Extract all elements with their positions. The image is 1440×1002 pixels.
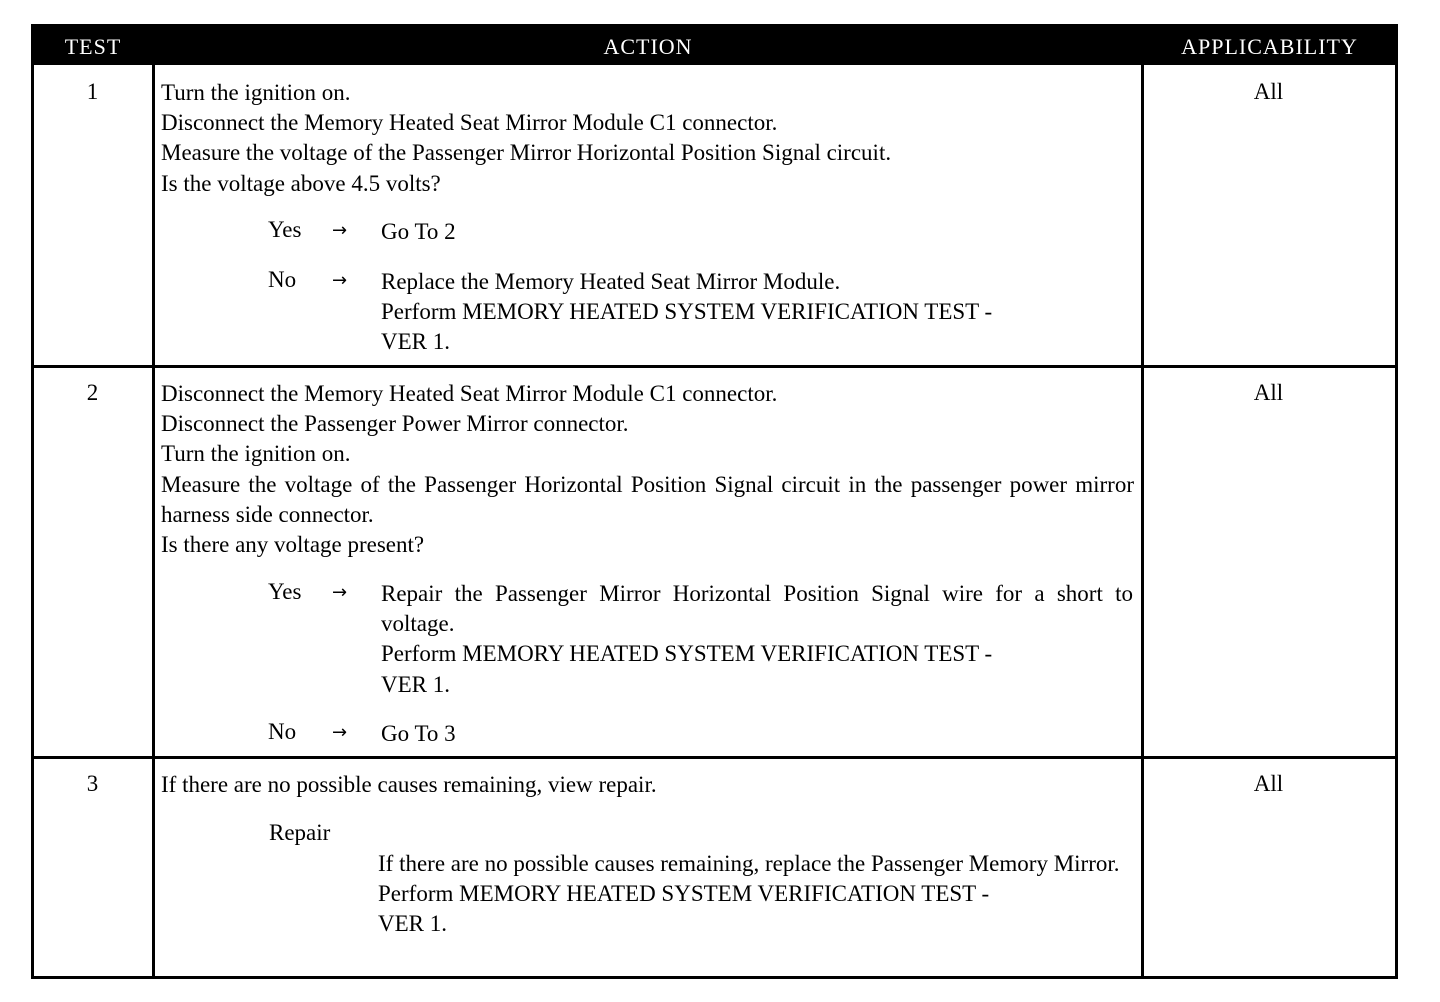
test-number: 2 [86,380,99,405]
yes-outcome: Repair the Passenger Mirror Horizontal Position Signal wire for a short to voltage. Perform MEMORY HEATED SYSTEM VERIFICATION TEST - VER 1. [381,581,1133,697]
diagnostic-table [31,24,1398,979]
step-line: Measure the voltage of the Passenger Horizontal Position Signal circuit in the passenger power mirror harness side connector. [161,471,1134,527]
applicability-value: All [1253,771,1284,796]
step-line: Turn the ignition on. [161,441,351,467]
no-outcome: Go To 3 [381,721,456,746]
step-line: If there are no possible causes remaining, view repair. [161,772,657,797]
step-list [161,78,891,199]
step-line: Measure the voltage of the Passenger Mirror Horizontal Position Signal circuit. [161,140,892,166]
step-line: Is there any voltage present? [161,532,425,558]
step-line: Is the voltage above 4.5 volts? [161,170,441,196]
no-outcome: Replace the Memory Heated Seat Mirror Module. Perform MEMORY HEATED SYSTEM VERIFICATION TEST - VER 1. [381,269,993,355]
step-line: Disconnect the Memory Heated Seat Mirror Module C1 connector. [161,110,778,136]
right-arrow-icon: → [332,270,348,291]
no-label: No [268,719,297,744]
yes-label: Yes [268,579,302,604]
step-list [161,770,657,800]
header-action: ACTION [603,34,693,59]
row-divider [34,365,1395,368]
repair-label: Repair [269,820,331,845]
row-divider [34,756,1395,759]
header-applicability: APPLICABILITY [1181,34,1358,59]
step-line: Disconnect the Memory Heated Seat Mirror Module C1 connector. [161,381,778,406]
yes-outcome: Go To 2 [381,219,456,244]
test-number: 3 [86,771,99,796]
yes-label: Yes [268,217,302,242]
step-line: Turn the ignition on. [161,80,351,105]
no-label: No [268,267,297,292]
repair-outcome: If there are no possible causes remaining, replace the Passenger Memory Mirror. Perform MEMORY HEATED SYSTEM VERIFICATION TEST - VER 1. [378,851,1120,937]
right-arrow-icon: → [332,220,348,241]
step-line: Disconnect the Passenger Power Mirror connector. [161,411,629,437]
column-divider [1141,27,1144,976]
step-list [161,379,1134,560]
header-test: TEST [64,34,122,59]
applicability-value: All [1253,79,1284,104]
table-header [34,27,1395,65]
right-arrow-icon: → [332,722,348,743]
column-divider [152,27,155,976]
right-arrow-icon: → [332,582,348,603]
applicability-value: All [1253,380,1284,405]
test-number: 1 [86,79,99,104]
